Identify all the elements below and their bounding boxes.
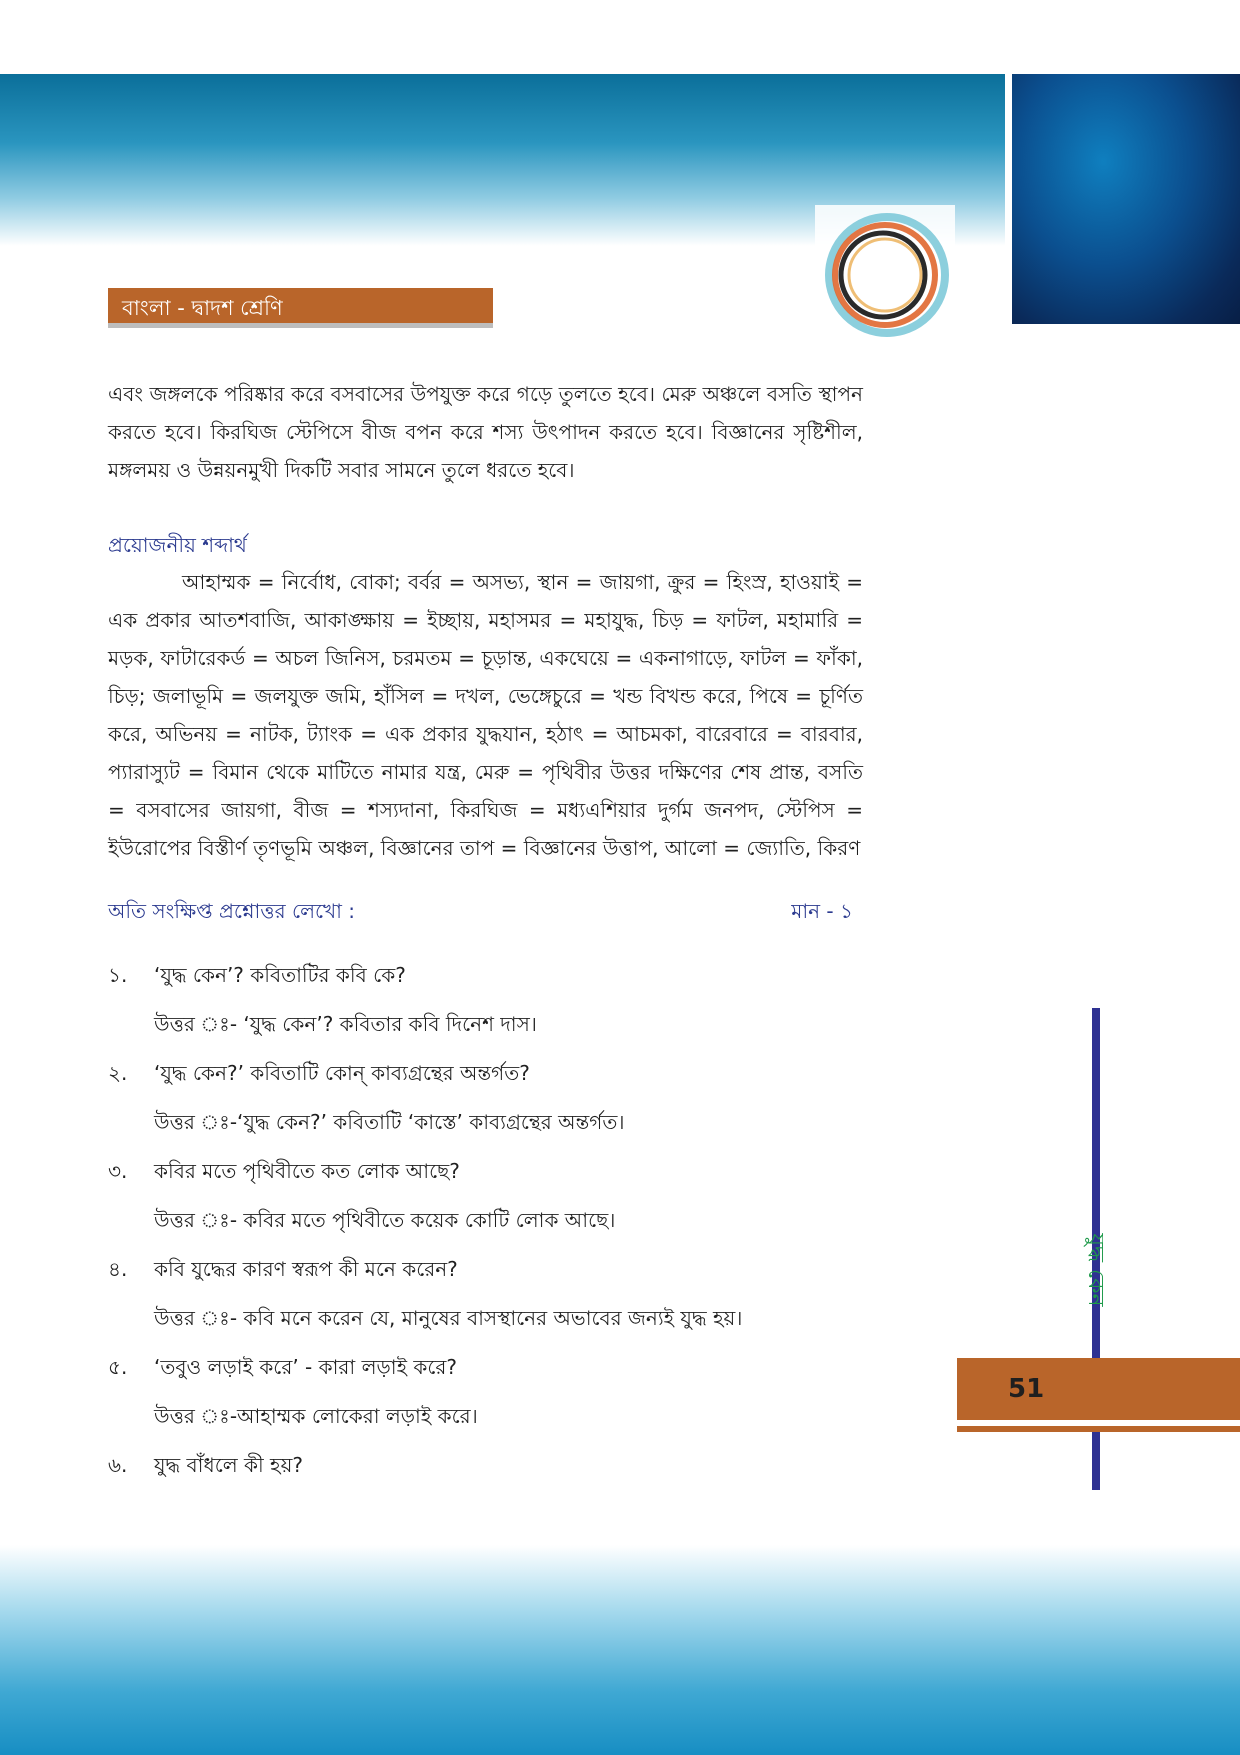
question-list bbox=[108, 951, 863, 1490]
subject-label: বাংলা - দ্বাদশ শ্রেণি bbox=[122, 296, 283, 320]
question-number: ৩. bbox=[108, 1159, 128, 1183]
question-number: ৬. bbox=[108, 1453, 128, 1477]
questions-heading: অতি সংক্ষিপ্ত প্রশ্নোত্তর লেখো : bbox=[108, 899, 356, 923]
glossary-heading: প্রয়োজনীয় শব্দার্থ bbox=[108, 533, 247, 557]
question-item bbox=[108, 1049, 863, 1098]
question-number: ১. bbox=[108, 963, 128, 987]
question-number: ৫. bbox=[108, 1355, 128, 1379]
glossary-text: আহাম্মক = নির্বোধ, বোকা; বর্বর = অসভ্য, স্থান = জায়গা, ক্রুর = হিংস্র, হাওয়াই = এক প্রকার আতশবাজি, আকাঙ্ক্ষায় = ইচ্ছায়, মহাসমর = মহাযুদ্ধ, চিড় = ফাটল, মহামারি = মড়ক, ফাটারেকর্ড = অচল জিনিস, চরমতম = চূড়ান্ত, একঘেয়ে = একনাগাড়ে, ফাটল = ফাঁকা, চিড়; জলাভূমি = জলযুক্ত জমি, হাঁসিল = দখল, ভেঙ্গেচুরে = খন্ড বিখন্ড করে, পিষে = চূর্ণিত করে, অভিনয় = নাটক, ট্যাংক = এক প্রকার যুদ্ধযান, হঠাৎ = আচমকা, বারেবারে = বারবার, প্যারাস্যুট = বিমান থেকে মাটিতে নামার যন্ত্র, মেরু = পৃথিবীর উত্তর দক্ষিণের শেষ প্রান্ত, বসতি = বসবাসের জায়গা, বীজ = শস্যদানা, কিরঘিজ = মধ্যএশিয়ার দুর্গম জনপদ, স্টেপিস = ইউরোপের বিস্তীর্ণ তৃণভূমি অঞ্চল, বিজ্ঞানের তাপ = বিজ্ঞানের উত্তাপ, আলো = জ্যোতি, কিরণ bbox=[108, 570, 863, 860]
footer-gradient-band bbox=[0, 1545, 1240, 1755]
corner-decoration bbox=[1012, 74, 1240, 324]
answer-text: উত্তর ঃ- কবির মতে পৃথিবীতে কয়েক কোটি লোক আছে। bbox=[154, 1208, 616, 1232]
question-item bbox=[108, 1441, 863, 1490]
page-content bbox=[108, 375, 863, 1490]
question-number: ৪. bbox=[108, 1257, 128, 1281]
question-item bbox=[108, 951, 863, 1000]
questions-header bbox=[108, 893, 863, 929]
rings-logo-icon bbox=[815, 205, 955, 345]
question-text: ‘তবুও লড়াই করে’ - কারা লড়াই করে? bbox=[154, 1355, 457, 1379]
answer-text: উত্তর ঃ- ‘যুদ্ধ কেন’? কবিতার কবি দিনেশ দাস। bbox=[154, 1012, 537, 1036]
question-item bbox=[108, 1245, 863, 1294]
question-text: ‘যুদ্ধ কেন’? কবিতাটির কবি কে? bbox=[154, 963, 406, 987]
subject-title-bar bbox=[108, 288, 493, 328]
page-number: 51 bbox=[1008, 1374, 1045, 1404]
answer-text: উত্তর ঃ- কবি মনে করেন যে, মানুষের বাসস্থানের অভাবের জন্যই যুদ্ধ হয়। bbox=[154, 1306, 743, 1330]
side-chapter-title: যুদ্ধ কেন bbox=[1083, 1233, 1108, 1307]
question-text: কবি যুদ্ধের কারণ স্বরূপ কী মনে করেন? bbox=[154, 1257, 458, 1281]
question-text: যুদ্ধ বাঁধলে কী হয়? bbox=[154, 1453, 303, 1477]
page-number-underline bbox=[957, 1426, 1240, 1432]
intro-paragraph: এবং জঙ্গলকে পরিষ্কার করে বসবাসের উপযুক্ত করে গড়ে তুলতে হবে। মেরু অঞ্চলে বসতি স্থাপন করতে হবে। কিরঘিজ স্টেপিসে বীজ বপন করে শস্য উৎপাদন করতে হবে। বিজ্ঞানের সৃষ্টিশীল, মঙ্গলময় ও উন্নয়নমুখী দিকটি সবার সামনে তুলে ধরতে হবে। bbox=[108, 382, 863, 482]
marks-label: মান - ১ bbox=[791, 899, 853, 923]
answer-text: উত্তর ঃ-‘যুদ্ধ কেন?’ কবিতাটি ‘কাস্তে’ কাব্যগ্রন্থের অন্তর্গত। bbox=[154, 1110, 625, 1134]
question-number: ২. bbox=[108, 1061, 128, 1085]
page-number-box bbox=[957, 1358, 1240, 1426]
question-item bbox=[108, 1147, 863, 1196]
question-text: কবির মতে পৃথিবীতে কত লোক আছে? bbox=[154, 1159, 460, 1183]
question-item bbox=[108, 1343, 863, 1392]
question-text: ‘যুদ্ধ কেন?’ কবিতাটি কোন্ কাব্যগ্রন্থের অন্তর্গত? bbox=[154, 1061, 530, 1085]
answer-text: উত্তর ঃ-আহাম্মক লোকেরা লড়াই করে। bbox=[154, 1404, 478, 1428]
